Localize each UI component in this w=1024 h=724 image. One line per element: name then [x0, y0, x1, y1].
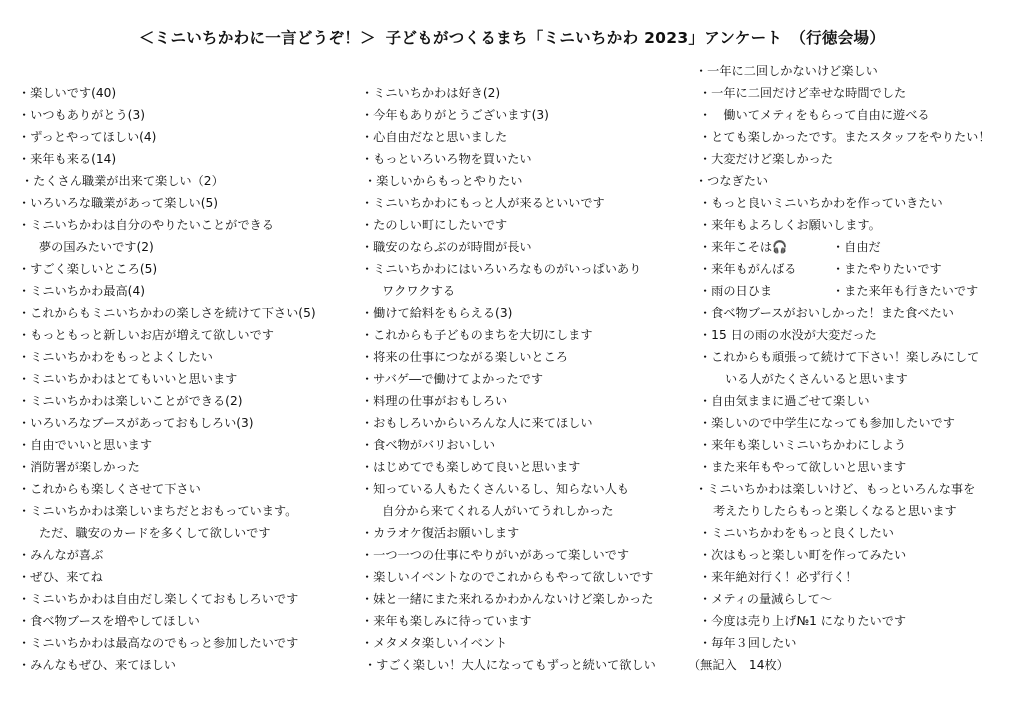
title-left: ＜ミニいちかわに一言どうぞ！＞	[138, 29, 376, 47]
comment: ・来年もがんばる	[699, 262, 797, 276]
comment: ・将来の仕事につながる楽しいところ	[361, 350, 568, 364]
comment: ・いろいろな職業があって楽しい(5)	[18, 196, 218, 210]
comment: ・また来年もやって欲しいと思います	[699, 460, 907, 474]
comment: ・またやりたいです	[832, 262, 942, 276]
comment: ・来年も楽しみに待っています	[361, 614, 532, 628]
comment: ・これからもミニいちかわの楽しさを続けて下さい(5)	[18, 306, 316, 320]
comment: ・また来年も行きたいです	[832, 284, 979, 298]
comment-continuation: 自分から来てくれる人がいてうれしかった	[382, 504, 614, 518]
comment: ・来年も楽しいミニいちかわにしよう	[699, 438, 907, 452]
comment: ・大変だけど楽しかった	[699, 152, 834, 166]
comment: ・カラオケ復活お願いします	[361, 526, 520, 540]
comment: ・たくさん職業が出来て楽しい（2）	[21, 174, 224, 188]
comment: ・おもしろいからいろんな人に来てほしい	[361, 416, 593, 430]
comment: ・食べ物ブースがおいしかった！また食べたい	[699, 306, 954, 320]
comment: ・ミニいちかわは自分のやりたいことができる	[18, 218, 274, 232]
comment: ・ミニいちかわは楽しいけど、もっといろんな事を	[695, 482, 976, 496]
comment: ・楽しいので中学生になっても参加したいです	[699, 416, 955, 430]
comment: ・一つ一つの仕事にやりがいがあって楽しいです	[361, 548, 630, 562]
comment: ・ぜひ、来てね	[18, 570, 103, 584]
comment: ・ミニいちかわ最高(4)	[18, 284, 145, 298]
no-entry-count: （無記入 14枚）	[688, 658, 789, 672]
comment: ・来年絶対行く！必ず行く！	[699, 570, 858, 584]
comment: ・これからも頑張って続けて下さい！楽しみにして	[699, 350, 980, 364]
comment: ・来年こそは🎧	[699, 240, 788, 254]
title-right: 子どもがつくるまち「ミニいちかわ 2023」アンケート （行徳会場）	[385, 29, 886, 47]
comment: ・すごく楽しいところ(5)	[18, 262, 158, 276]
comment: ・ミニいちかわは自由だし楽しくておもしろいです	[18, 592, 299, 606]
comment: ・いろいろなブースがあっておもしろい(3)	[18, 416, 254, 430]
comment: ・働けて給料をもらえる(3)	[361, 306, 513, 320]
comment: ・ミニいちかわは好き(2)	[361, 86, 501, 100]
comment-continuation: ワクワクする	[382, 284, 456, 298]
comment: ・来年もよろしくお願いします。	[699, 218, 881, 232]
comment: ・ 働いてメティをもらって自由に遊べる	[699, 108, 930, 122]
comment: ・自由でいいと思います	[18, 438, 153, 452]
comment: ・ミニいちかわは楽しいまちだとおもっています。	[18, 504, 298, 518]
page-title	[0, 26, 1024, 48]
comment: ・妹と一緒にまた来れるかわかんないけど楽しかった	[361, 592, 654, 606]
comment: ・一年に二回だけど幸せな時間でした	[699, 86, 907, 100]
comment: ・ミニいちかわは楽しいことができる(2)	[18, 394, 243, 408]
comment: ・消防署が楽しかった	[18, 460, 140, 474]
comment: ・毎年３回したい	[699, 636, 797, 650]
comment: ・サバゲ―で働けてよかったです	[361, 372, 544, 386]
comment: ・メティの量減らして～	[699, 592, 833, 606]
comment: ・楽しいイベントなのでこれからもやって欲しいです	[361, 570, 654, 584]
comment: ・たのしい町にしたいです	[361, 218, 508, 232]
comment: ・雨の日ひま	[699, 284, 773, 298]
comment: ・来年も来る(14)	[18, 152, 117, 166]
comment: ・いつもありがとう(3)	[18, 108, 145, 122]
comment: ・自由だ	[832, 240, 881, 254]
comment: ・はじめてでも楽しめて良いと思います	[361, 460, 581, 474]
comment: ・一年に二回しかないけど楽しい	[695, 64, 878, 78]
comment: ・ミニいちかわにもっと人が来るといいです	[361, 196, 605, 210]
comment: ・ミニいちかわをもっとよくしたい	[18, 350, 213, 364]
comment: ・もっと良いミニいちかわを作っていきたい	[699, 196, 943, 210]
comment: ・ミニいちかわは最高なのでもっと参加したいです	[18, 636, 299, 650]
comment: ・知っている人もたくさんいるし、知らない人も	[361, 482, 630, 496]
comment: ・次はもっと楽しい町を作ってみたい	[699, 548, 907, 562]
comment: ・心自由だなと思いました	[361, 130, 508, 144]
comment: ・食べ物ブースを増やしてほしい	[18, 614, 200, 628]
comment: ・食べ物がバリおいしい	[361, 438, 496, 452]
comment-continuation: ただ、職安のカードを多くして欲しいです	[39, 526, 271, 540]
comment: ・今度は売り上げ№1 になりたいです	[699, 614, 907, 628]
comment: ・これからも楽しくさせて下さい	[18, 482, 201, 496]
comment: ・もっといろいろ物を買いたい	[361, 152, 532, 166]
comment: ・みんなもぜひ、来てほしい	[18, 658, 176, 672]
comment: ・もっともっと新しいお店が増えて欲しいです	[18, 328, 274, 342]
comment: ・ミニいちかわにはいろいろなものがいっぱいあり	[361, 262, 642, 276]
comment: ・楽しいです(40)	[18, 86, 117, 100]
comment: ・15 日の雨の水没が大変だった	[699, 328, 877, 342]
comment: ・ミニいちかわをもっと良くしたい	[699, 526, 894, 540]
comment: ・楽しいからもっとやりたい	[364, 174, 523, 188]
comment-continuation: 考えたりしたらもっと楽しくなると思います	[713, 504, 957, 518]
comment: ・これからも子どものまちを大切にします	[361, 328, 593, 342]
comment: ・職安のならぶのが時間が長い	[361, 240, 532, 254]
comment-continuation: いる人がたくさんいると思います	[725, 372, 908, 386]
comment: ・すごく楽しい！大人になってもずっと続いて欲しい	[364, 658, 656, 672]
comment: ・みんなが喜ぶ	[18, 548, 104, 562]
comment: ・つなぎたい	[695, 174, 769, 188]
comment: ・ミニいちかわはとてもいいと思います	[18, 372, 238, 386]
comment: ・料理の仕事がおもしろい	[361, 394, 508, 408]
comment: ・今年もありがとうございます(3)	[361, 108, 549, 122]
comment: ・メタメタ楽しいイベント	[361, 636, 508, 650]
comment-continuation: 夢の国みたいです(2)	[39, 240, 154, 254]
comment: ・ずっとやってほしい(4)	[18, 130, 157, 144]
comment: ・自由気ままに過ごせて楽しい	[699, 394, 870, 408]
comment: ・とても楽しかったです。またスタッフをやりたい！	[699, 130, 991, 144]
